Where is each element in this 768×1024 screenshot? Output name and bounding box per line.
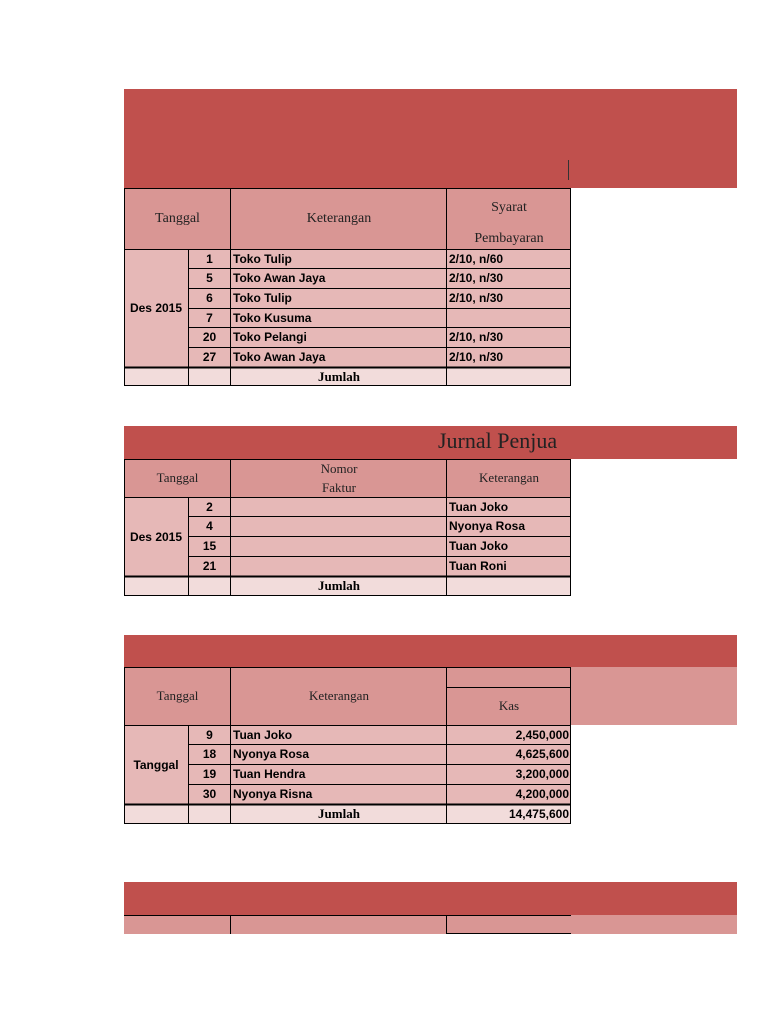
table-row-day: 19	[202, 767, 217, 781]
table3-date-group: Tanggal	[133, 757, 179, 772]
table2-header-faktur: Faktur	[322, 480, 356, 495]
table-row-day: 20	[202, 330, 217, 344]
table3-header-kas: Kas	[498, 698, 520, 713]
table-row-day: 6	[206, 291, 213, 305]
table-row-day: 27	[202, 350, 217, 364]
table2-header-nomor: Nomor	[320, 461, 358, 476]
table-row-desc: Nyonya Risna	[233, 787, 313, 801]
table3-total-amount: 14,475,600	[508, 807, 569, 821]
table2-header-tanggal: Tanggal	[156, 470, 199, 485]
table-row-desc: Toko Kusuma	[233, 310, 312, 325]
table-row-day: 1	[206, 251, 213, 266]
table1-header-syarat: Syarat	[491, 200, 527, 215]
table-row-desc: Toko Pelangi	[233, 330, 307, 344]
table-row-desc: Tuan Joko	[449, 499, 509, 514]
table3-header-keterangan: Keterangan	[309, 688, 369, 703]
table-row-terms: 2/10, n/30	[449, 291, 504, 305]
table-row-terms: 2/10, n/30	[449, 271, 504, 285]
table2-total-label: Jumlah	[318, 578, 360, 593]
table-row-day: 4	[206, 519, 213, 533]
table-row-desc: Tuan Joko	[233, 727, 293, 742]
table-row-day: 18	[202, 747, 217, 761]
table-row-desc: Nyonya Rosa	[449, 519, 526, 533]
table-row-day: 21	[202, 559, 217, 573]
table-row-amount: 4,625,600	[515, 747, 569, 761]
table2-title: Jurnal Penjua	[438, 428, 558, 453]
table-row-day: 7	[206, 310, 213, 325]
table1-header-keterangan: Keterangan	[306, 210, 372, 226]
table-row-amount: 4,200,000	[515, 787, 569, 801]
table1-header-pembayaran: Pembayaran	[474, 231, 544, 246]
table-row-desc: Tuan Hendra	[233, 767, 306, 781]
table-row-terms: 2/10, n/30	[449, 350, 504, 364]
table-row-desc: Tuan Joko	[449, 539, 509, 553]
table-row-terms: 2/10, n/60	[449, 251, 504, 266]
table-row-day: 9	[206, 727, 213, 742]
table-row-day: 30	[202, 787, 217, 801]
table-row-desc: Tuan Roni	[449, 559, 507, 573]
table-row-amount: 2,450,000	[515, 727, 569, 742]
table1-total-label: Jumlah	[318, 368, 360, 384]
table-row-desc: Toko Tulip	[233, 291, 292, 305]
table3-header-tanggal: Tanggal	[156, 688, 199, 703]
table1-date-group: Des 2015	[129, 301, 183, 315]
table-row-desc: Nyonya Rosa	[233, 747, 310, 761]
table-row-day: 5	[206, 271, 213, 285]
table2-header-keterangan: Keterangan	[479, 470, 539, 485]
table-row-day: 15	[202, 539, 217, 553]
table2-date-group: Des 2015	[129, 529, 183, 544]
table-row-day: 2	[206, 499, 213, 514]
table-row-desc: Toko Tulip	[233, 251, 292, 266]
table-row-amount: 3,200,000	[515, 767, 569, 781]
table-row-desc: Toko Awan Jaya	[233, 350, 326, 364]
table-row-terms: 2/10, n/30	[449, 330, 504, 344]
table1-header-tanggal: Tanggal	[155, 210, 200, 226]
table-row-desc: Toko Awan Jaya	[233, 271, 326, 285]
table3-total-label: Jumlah	[318, 806, 360, 821]
